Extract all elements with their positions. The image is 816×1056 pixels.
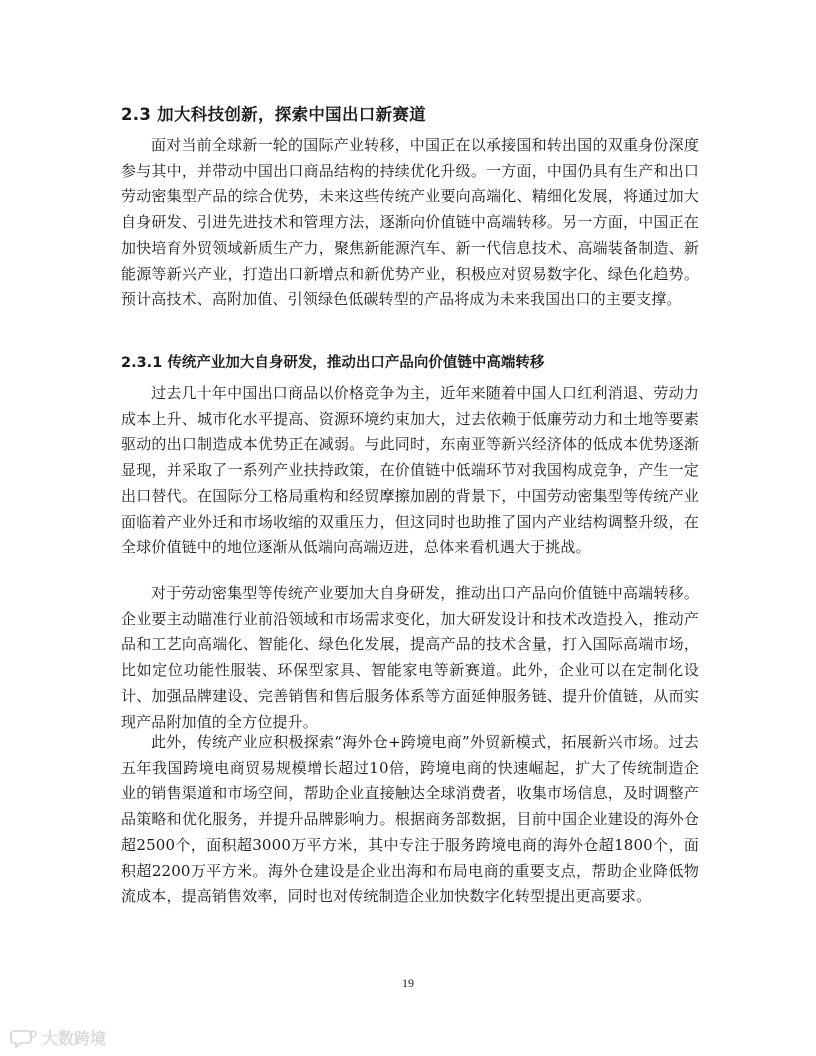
subsection-heading: 2.3.1 传统产业加大自身研发，推动出口产品向价值链中高端转移 xyxy=(121,355,545,371)
subsection-paragraph-3: 此外，传统产业应积极探索“海外仓+跨境电商”外贸新模式，拓展新兴市场。过去五年我国跨境电商贸易规模增长超过10倍，跨境电商的快速崛起，扩大了传统制造企业的销售渠道和市场空间，帮助企业直接触达全球消费者，收集市场信息，及时调整产品策略和优化服务，并提升品牌影响力。根据商务部数据，目前中国企业建设的海外仓超2500个，面积超3000万平方米，其中专注于服务跨境电商的海外仓超1800个，面积超2200万平方米。海外仓建设是企业出海和布局电商的重要支点，帮助企业降低物流成本，提高销售效率，同时也对传统制造企业加快数字化转型提出更高要求。 xyxy=(121,733,699,906)
subsection-paragraph-2: 对于劳动密集型等传统产业要加大自身研发，推动出口产品向价值链中高端转移。企业要主动瞄准行业前沿领域和市场需求变化，加大研发设计和技术改造投入，推动产品和工艺向高端化、智能化、绿色化发展，提高产品的技术含量，打入国际高端市场，比如定位功能性服装、环保型家具、智能家电等新赛道。此外，企业可以在定制化设计、加强品牌建设、完善销售和售后服务体系等方面延伸服务链、提升价值链，从而实现产品附加值的全方位提升。 xyxy=(121,584,699,731)
section-heading: 2.3 加大科技创新，探索中国出口新赛道 xyxy=(121,105,426,124)
speech-bubble-icon xyxy=(10,1028,38,1048)
section-paragraph-1: 面对当前全球新一轮的国际产业转移，中国正在以承接国和转出国的双重身份深度参与其中，并带动中国出口商品结构的持续优化升级。一方面，中国仍具有生产和出口劳动密集型产品的综合优势，未来这些传统产业要向高端化、精细化发展，将通过加大自身研发、引进先进技术和管理方法，逐渐向价值链中高端转移。另一方面，中国正在加快培育外贸领域新质生产力，聚焦新能源汽车、新一代信息技术、高端装备制造、新能源等新兴产业，打造出口新增点和新优势产业，积极应对贸易数字化、绿色化趋势。预计高技术、高附加值、引领绿色低碳转型的产品将成为未来我国出口的主要支撑。 xyxy=(121,136,699,309)
watermark-text: 大数跨境 xyxy=(42,1029,107,1048)
page-number: 19 xyxy=(402,976,414,990)
subsection-paragraph-1: 过去几十年中国出口商品以价格竞争为主，近年来随着中国人口红利消退、劳动力成本上升、城市化水平提高、资源环境约束加大，过去依赖于低廉劳动力和土地等要素驱动的出口制造成本优势正在减弱。与此同时，东南亚等新兴经济体的低成本优势逐渐显现，并采取了一系列产业扶持政策，在价值链中低端环节对我国构成竞争，产生一定出口替代。在国际分工格局重构和经贸摩擦加剧的背景下，中国劳动密集型等传统产业面临着产业外迁和市场收缩的双重压力，但这同时也助推了国内产业结构调整升级，在全球价值链中的地位逐渐从低端向高端迈进，总体来看机遇大于挑战。 xyxy=(121,384,699,557)
watermark xyxy=(10,1026,106,1049)
